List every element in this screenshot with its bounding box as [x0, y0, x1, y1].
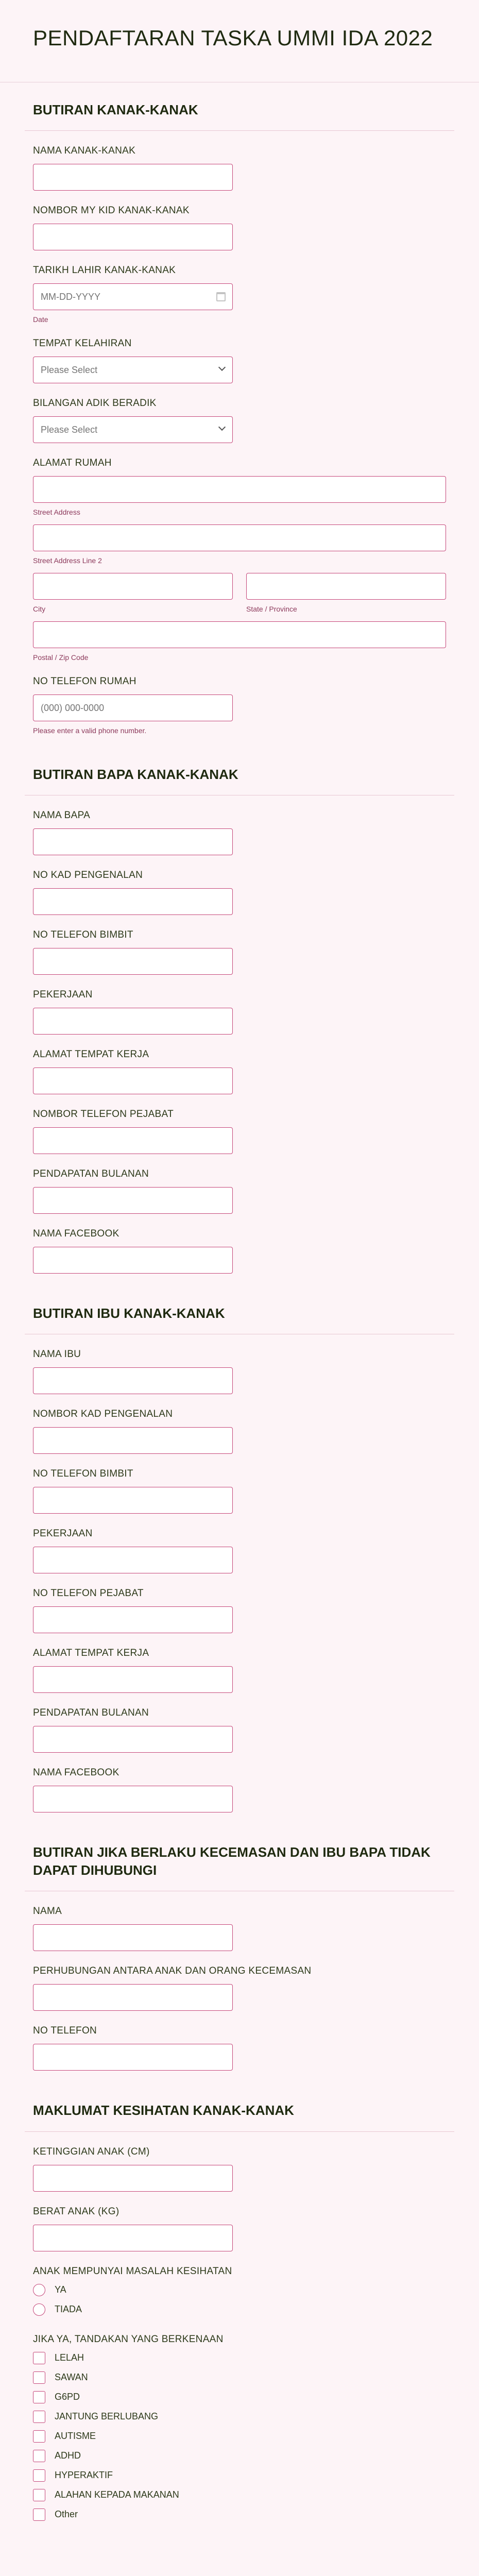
checkbox-option[interactable] — [33, 2466, 446, 2485]
father-field-label: NOMBOR TELEFON PEJABAT — [33, 1109, 174, 1120]
father-field-label: NAMA FACEBOOK — [33, 1228, 119, 1240]
father-field — [0, 915, 479, 975]
section-father-header — [25, 747, 454, 795]
mother-field — [0, 1693, 479, 1753]
checkbox-label: HYPERAKTIF — [55, 2470, 113, 2481]
home-phone-sublabel: Please enter a valid phone number. — [33, 726, 147, 735]
health-problem-label: ANAK MEMPUNYAI MASALAH KESIHATAN — [33, 2265, 232, 2277]
father-field-label: NO TELEFON BIMBIT — [33, 929, 133, 941]
postal-code-input[interactable] — [33, 621, 446, 648]
checkbox[interactable] — [33, 2430, 45, 2443]
state-input[interactable] — [246, 573, 446, 600]
mother-ic-input[interactable] — [33, 1427, 233, 1454]
father-income-input[interactable] — [33, 1187, 233, 1214]
child-dob-input[interactable] — [33, 283, 233, 310]
mother-name-input[interactable] — [33, 1367, 233, 1394]
street-address-input[interactable] — [33, 476, 446, 503]
child-name-field — [0, 131, 479, 191]
section-emergency-heading: BUTIRAN JIKA BERLAKU KECEMASAN DAN IBU BAPA TIDAK DAPAT DIHUBUNGI — [33, 1844, 431, 1878]
checkbox-label: ALAHAN KEPADA MAKANAN — [55, 2489, 179, 2500]
weight-field — [0, 2192, 479, 2251]
checkbox-label: AUTISME — [55, 2431, 96, 2442]
father-field-label: ALAMAT TEMPAT KERJA — [33, 1049, 149, 1060]
father-field-label: PENDAPATAN BULANAN — [33, 1168, 149, 1180]
child-address-field — [0, 443, 479, 662]
section-health-header — [25, 2083, 454, 2131]
home-phone-label: NO TELEFON RUMAH — [33, 676, 136, 687]
child-birthplace-field — [0, 324, 479, 383]
checkbox-label: SAWAN — [55, 2372, 88, 2383]
father-field — [0, 1214, 479, 1274]
checkbox[interactable] — [33, 2509, 45, 2521]
health-problem-field — [0, 2251, 479, 2319]
father-field — [0, 975, 479, 1035]
checkbox-option[interactable] — [33, 2368, 446, 2387]
father-work-address-input[interactable] — [33, 1067, 233, 1094]
checkbox-option[interactable] — [33, 2427, 446, 2446]
checkbox-option[interactable] — [33, 2407, 446, 2427]
mother-field-label: PEKERJAAN — [33, 1528, 93, 1539]
mother-field-label: ALAMAT TEMPAT KERJA — [33, 1648, 149, 1659]
father-field — [0, 855, 479, 915]
form-header — [0, 0, 479, 82]
radio-option-ya[interactable] — [33, 2280, 446, 2300]
calendar-icon[interactable] — [216, 292, 226, 301]
section-emergency-header — [25, 1825, 454, 1891]
checkbox-option[interactable] — [33, 2348, 446, 2368]
child-birthplace-label: TEMPAT KELAHIRAN — [33, 338, 132, 349]
emergency-field-label: NAMA — [33, 1906, 62, 1917]
mother-field-label: NO TELEFON PEJABAT — [33, 1588, 144, 1599]
checkbox[interactable] — [33, 2469, 45, 2482]
mother-field — [0, 1633, 479, 1693]
child-siblings-select[interactable] — [33, 416, 233, 443]
father-field-label: PEKERJAAN — [33, 989, 93, 1001]
mother-field-label: NAMA FACEBOOK — [33, 1767, 119, 1778]
emergency-field — [0, 2011, 479, 2071]
home-phone-input[interactable] — [33, 694, 233, 721]
checkbox-label: Other — [55, 2509, 78, 2520]
checkbox[interactable] — [33, 2371, 45, 2384]
postal-code-sublabel: Postal / Zip Code — [33, 653, 89, 662]
state-sublabel: State / Province — [246, 605, 297, 614]
radio-button[interactable] — [33, 2303, 45, 2316]
checkbox[interactable] — [33, 2411, 45, 2423]
emergency-field — [0, 1891, 479, 1951]
checkbox[interactable] — [33, 2450, 45, 2462]
father-field-label: NAMA BAPA — [33, 810, 91, 821]
mother-mobile-input[interactable] — [33, 1487, 233, 1514]
conditions-label: JIKA YA, TANDAKAN YANG BERKENAAN — [33, 2333, 224, 2345]
father-occupation-input[interactable] — [33, 1008, 233, 1035]
conditions-field — [0, 2319, 479, 2524]
mother-field-label: NOMBOR KAD PENGENALAN — [33, 1409, 173, 1420]
child-siblings-label: BILANGAN ADIK BERADIK — [33, 398, 157, 409]
emergency-field-label: PERHUBUNGAN ANTARA ANAK DAN ORANG KECEMASAN — [33, 1965, 312, 1977]
radio-option-tiada[interactable] — [33, 2300, 446, 2319]
father-field — [0, 1154, 479, 1214]
father-office-phone-input[interactable] — [33, 1127, 233, 1154]
child-dob-field — [0, 250, 479, 324]
child-mykid-label: NOMBOR MY KID KANAK-KANAK — [33, 205, 190, 216]
weight-label: BERAT ANAK (KG) — [33, 2206, 119, 2217]
father-field-label: NO KAD PENGENALAN — [33, 870, 143, 881]
child-mykid-field — [0, 191, 479, 250]
checkbox-option[interactable] — [33, 2505, 446, 2524]
mother-field-label: NO TELEFON BIMBIT — [33, 1468, 133, 1480]
checkbox-label: JANTUNG BERLUBANG — [55, 2411, 159, 2422]
mother-field — [0, 1573, 479, 1633]
child-name-input[interactable] — [33, 164, 233, 191]
father-field — [0, 1035, 479, 1094]
emergency-field-label: NO TELEFON — [33, 2025, 97, 2037]
weight-input[interactable] — [33, 2225, 233, 2251]
mother-office-phone-input[interactable] — [33, 1606, 233, 1633]
section-mother-header — [25, 1286, 454, 1334]
mother-field-label: NAMA IBU — [33, 1349, 81, 1360]
page-title: PENDAFTARAN TASKA UMMI IDA 2022 — [33, 26, 433, 50]
street-address-sublabel: Street Address — [33, 508, 80, 517]
mother-field — [0, 1514, 479, 1573]
section-child-heading: BUTIRAN KANAK-KANAK — [33, 102, 198, 117]
street-address-line2-input[interactable] — [33, 524, 446, 551]
father-ic-input[interactable] — [33, 888, 233, 915]
mother-income-input[interactable] — [33, 1726, 233, 1753]
emergency-phone-input[interactable] — [33, 2044, 233, 2071]
emergency-name-input[interactable] — [33, 1924, 233, 1951]
checkbox-label: ADHD — [55, 2450, 81, 2461]
emergency-relationship-input[interactable] — [33, 1984, 233, 2011]
emergency-field — [0, 1951, 479, 2011]
mother-facebook-input[interactable] — [33, 1786, 233, 1812]
child-address-label: ALAMAT RUMAH — [33, 457, 112, 469]
child-mykid-input[interactable] — [33, 224, 233, 250]
checkbox[interactable] — [33, 2391, 45, 2403]
height-field — [0, 2132, 479, 2192]
height-label: KETINGGIAN ANAK (CM) — [33, 2146, 150, 2157]
child-name-label: NAMA KANAK-KANAK — [33, 145, 136, 157]
child-siblings-field — [0, 383, 479, 443]
father-field — [0, 795, 479, 855]
checkbox-label: G6PD — [55, 2392, 80, 2402]
mother-work-address-input[interactable] — [33, 1666, 233, 1693]
mother-field — [0, 1753, 479, 1812]
checkbox[interactable] — [33, 2352, 45, 2364]
radio-button[interactable] — [33, 2284, 45, 2296]
father-facebook-input[interactable] — [33, 1247, 233, 1274]
checkbox-option[interactable] — [33, 2387, 446, 2407]
mother-field — [0, 1394, 479, 1454]
home-phone-field — [0, 662, 479, 735]
section-father-heading: BUTIRAN BAPA KANAK-KANAK — [33, 767, 238, 783]
radio-option-label: YA — [55, 2284, 66, 2295]
father-field — [0, 1094, 479, 1154]
child-birthplace-select[interactable] — [33, 357, 233, 383]
mother-field — [0, 1334, 479, 1394]
father-mobile-input[interactable] — [33, 948, 233, 975]
section-mother-heading: BUTIRAN IBU KANAK-KANAK — [33, 1306, 225, 1321]
checkbox-label: LELAH — [55, 2352, 84, 2363]
father-name-input[interactable] — [33, 828, 233, 855]
radio-option-label: TIADA — [55, 2304, 82, 2315]
height-input[interactable] — [33, 2165, 233, 2192]
child-dob-sublabel: Date — [33, 315, 48, 324]
city-sublabel: City — [33, 605, 46, 614]
mother-field-label: PENDAPATAN BULANAN — [33, 1707, 149, 1719]
section-health-heading: MAKLUMAT KESIHATAN KANAK-KANAK — [33, 2103, 294, 2119]
checkbox-option[interactable] — [33, 2446, 446, 2466]
section-child-header — [25, 82, 454, 131]
checkbox-option[interactable] — [33, 2485, 446, 2505]
city-input[interactable] — [33, 573, 233, 600]
mother-occupation-input[interactable] — [33, 1547, 233, 1573]
mother-field — [0, 1454, 479, 1514]
child-dob-label: TARIKH LAHIR KANAK-KANAK — [33, 265, 176, 276]
street-address-line2-sublabel: Street Address Line 2 — [33, 556, 102, 565]
checkbox[interactable] — [33, 2489, 45, 2501]
